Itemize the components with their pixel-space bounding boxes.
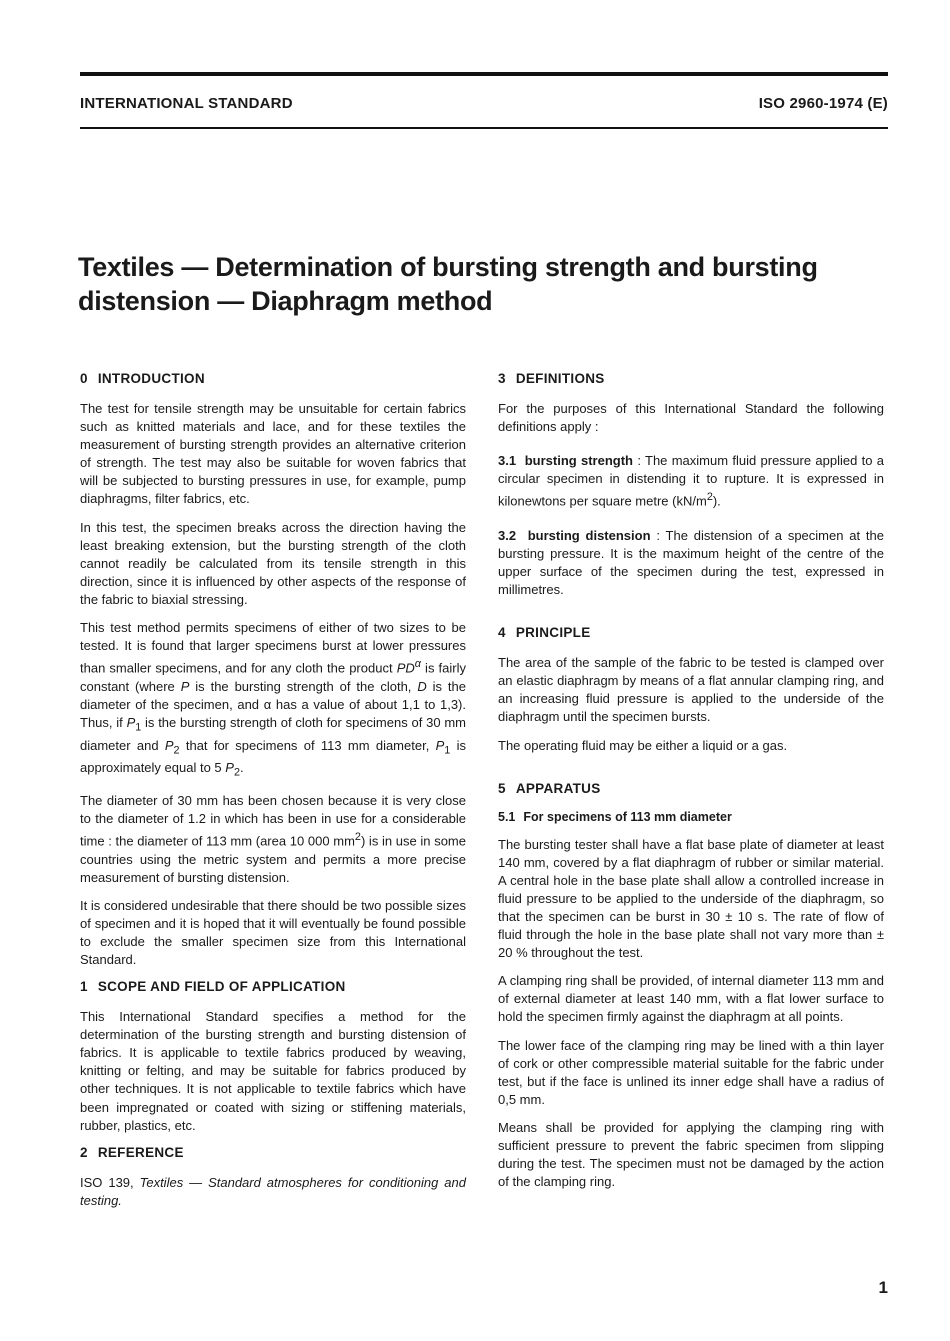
intro-paragraph-2: In this test, the specimen breaks across the direction having the least breaking extension, but the bursting strength of the cloth cannot readily be calculated from its tensile strength in this direction, since it is influenced by other aspects of the response of the fabric to biaxial stressing. [80,519,466,607]
document-title: Textiles — Determination of bursting strength and bursting distension — Diaphragm method [78,252,818,316]
definition-bursting-strength: 3.1 bursting strength : The maximum fluid pressure applied to a circular specimen in distending it to rupture. It is expressed in kilonewtons per square metre $(kN/m^2)$. [498,453,885,509]
reference-paragraph-1: ISO 139, Textiles — Standard atmospheres for conditioning and testing. [80,1174,466,1208]
section-heading-definitions: 3 DEFINITIONS [498,371,605,386]
apparatus-paragraph-2: A clamping ring shall be provided, of internal diameter 113 mm and of external diameter at least 140 mm, with a flat lower surface to hold the specimen firmly against the diaphragm at all points. [498,973,884,1025]
principle-paragraph-1: The area of the sample of the fabric to be tested is clamped over an elastic diaphragm by means of a flat annular clamping ring, and an increasing fluid pressure is applied to the underside of the diaphragm until the specimen bursts. [498,655,884,725]
definitions-intro: For the purposes of this International Standard the following definitions apply : [498,401,884,435]
subsection-heading-113mm: 5.1 For specimens of 113 mm diameter [498,809,732,824]
scope-paragraph-1: This International Standard specifies a method for the determination of the bursting strength and bursting distension of fabrics. It is applicable to textile fabrics produced by weaving, knitting or felting, and may be suitable for fabrics produced by other techniques. It is not applicable to textile fabrics which have been impregnated or coated with sizing or stiffening materials, rubber, plastics, etc. [80,1009,466,1133]
document-type-label: INTERNATIONAL STANDARD [80,95,293,112]
page-number: 1 [878,1278,888,1297]
section-heading-reference: 2 REFERENCE [80,1144,184,1160]
apparatus-paragraph-4: Means shall be provided for applying the clamping ring with sufficient pressure to prevent the fabric specimen from slipping during the test. The specimen must not be damaged by the action of the clamping ring. [498,1119,884,1190]
principle-paragraph-2: The operating fluid may be either a liquid or a gas. [498,737,788,753]
standard-number: ISO 2960-1974 (E) [758,95,888,112]
apparatus-paragraph-3: The lower face of the clamping ring may be lined with a thin layer of cork or other compressible material suitable for the fabric under test, but if the face is unlined its inner edge shall have a radius of 0,5 mm. [498,1037,884,1107]
apparatus-paragraph-1: The bursting tester shall have a flat base plate of diameter at least 140 mm, covered by a flat diaphragm of rubber or similar material. A central hole in the base plate shall allow a controlled increase in fluid pressure to be applied to the underside of the diaphragm, so that the specimen can be burst in 30 ± 10 s. The rate of flow of fluid through the hole in the base plate shall not vary more than ± 20 % throughout the test. [498,836,884,961]
intro-paragraph-4: The diameter of 30 mm has been chosen because it is very close to the diameter of 1.2 in which has been in use for a considerable time : the diameter of 113 mm (area 10 000 $mm^2$) is in use in some countries using the metric system and permits a more precise measurement of bursting distension. [80,792,466,885]
left-column [80,371,466,1220]
section-heading-apparatus: 5 APPARATUS [498,780,601,796]
section-heading-principle: 4 PRINCIPLE [498,625,591,641]
header-bottom-rule [80,127,888,129]
definition-bursting-distension: 3.2 bursting distension : The distension of a specimen at the bursting pressure. It is the maximum height of the centre of the upper surface of the specimen during the test, expressed in millimetres. [498,527,884,598]
right-column [498,371,884,1201]
section-heading-scope: 1 SCOPE AND FIELD OF APPLICATION [80,979,346,995]
header-top-rule [80,72,888,76]
intro-paragraph-5: It is considered undesirable that there should be two possible sizes of specimen and it is hoped that it will eventually be found possible to exclude the smaller specimen size from this International Standard. [80,897,466,967]
intro-paragraph-3: This test method permits specimens of either of two sizes to be tested. It is found that larger specimens burst at lower pressures than smaller specimens, and for any cloth the product $PD^\alpha$ is fairly constant (where P is the bursting strength of the cloth, D is the diameter of the specimen, and α has a value of about 1,1 to 1,3). Thus, if $P_1$ is the bursting strength of cloth for specimens of 30 mm diameter and $P_2$ that for specimens of 113 mm diameter, $P_1$ is approximately equal to 5 $P_2$. [80,620,466,779]
section-heading-introduction: 0 INTRODUCTION [80,371,205,386]
intro-paragraph-1: The test for tensile strength may be unsuitable for certain fabrics such as knitted materials and lace, and for these textiles the measurement of bursting strength provides an alternative criterion of strength. The test may also be suitable for woven fabrics that will be subjected to bursting pressures in use, for example, pump diaphragms, filter fabrics, etc. [80,401,466,507]
